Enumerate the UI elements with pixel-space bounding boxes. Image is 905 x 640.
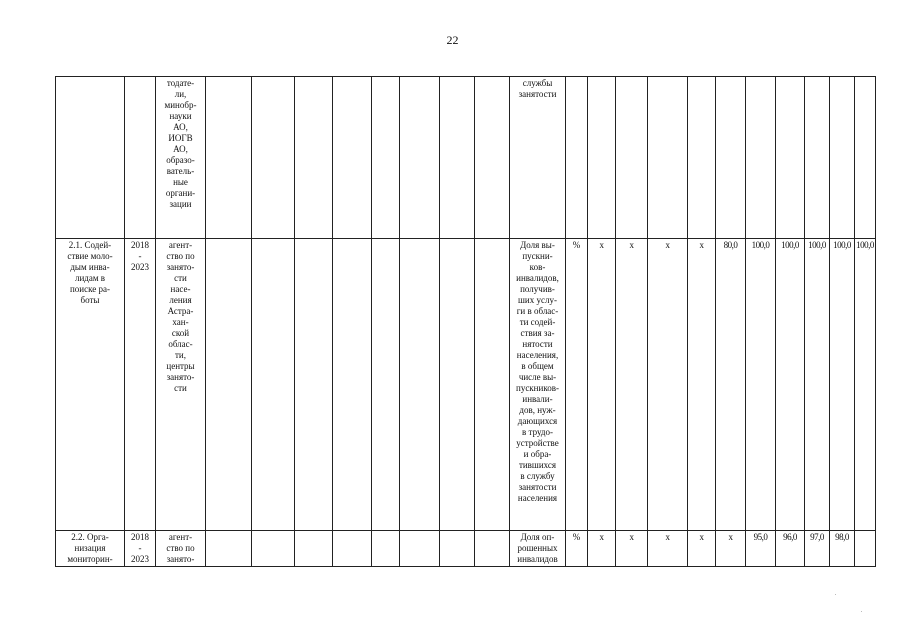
value-cell: 97,0: [805, 531, 830, 567]
value-cell: 100,0: [830, 239, 855, 531]
value-cell: [588, 77, 616, 239]
period-cell: 2018 - 2023: [125, 531, 156, 567]
value-cell: 100,0: [805, 239, 830, 531]
empty-cell: [252, 77, 295, 239]
empty-cell: [372, 239, 400, 531]
empty-cell: [333, 239, 372, 531]
empty-cell: [475, 531, 510, 567]
value-cell: [776, 77, 805, 239]
value-cell: x: [616, 239, 648, 531]
empty-cell: [400, 77, 440, 239]
measure-name-cell: 2.2. Орга- низация мониторин-: [56, 531, 125, 567]
empty-cell: [206, 531, 252, 567]
empty-cell: [372, 77, 400, 239]
empty-cell: [206, 77, 252, 239]
unit-cell: %: [566, 531, 588, 567]
value-cell: [716, 77, 746, 239]
empty-cell: [440, 531, 475, 567]
value-cell: [616, 77, 648, 239]
value-cell: x: [688, 531, 716, 567]
empty-cell: [372, 531, 400, 567]
empty-cell: [400, 531, 440, 567]
empty-cell: [295, 531, 333, 567]
indicator-cell: службы занятости: [510, 77, 566, 239]
executor-cell: тодате- ли, минобр- науки АО, ИОГВ АО, образо- ватель- ные органи- зации: [156, 77, 206, 239]
value-cell: [855, 77, 876, 239]
value-cell: [688, 77, 716, 239]
table-row: [56, 77, 876, 239]
value-cell: [855, 531, 876, 567]
page-number: 22: [446, 33, 459, 47]
value-cell: 100,0: [746, 239, 776, 531]
period-cell: 2018 - 2023: [125, 239, 156, 531]
value-cell: [830, 77, 855, 239]
scan-speck: [835, 594, 836, 595]
value-cell: x: [648, 239, 688, 531]
value-cell: 100,0: [855, 239, 876, 531]
measure-name-cell: 2.1. Содей- ствие моло- дым инва- лидам в поиске ра- боты: [56, 239, 125, 531]
indicator-cell: Доля вы- пускни- ков- инвалидов, получив- ших услу- ги в облас- ти содей- ствия за- нятости населения, в общем числе вы- пускников- инвали- дов, нуж- дающихся в трудо- устройстве и обра- тившихся в службу занятости населения: [510, 239, 566, 531]
table-row: [56, 239, 876, 531]
scan-speck: [861, 611, 862, 612]
period-cell: [125, 77, 156, 239]
empty-cell: [295, 77, 333, 239]
value-cell: x: [688, 239, 716, 531]
empty-cell: [333, 531, 372, 567]
value-cell: x: [588, 239, 616, 531]
executor-cell: агент- ство по занято- сти насе- ления Астра- хан- ской облас- ти, центры занято- сти: [156, 239, 206, 531]
empty-cell: [252, 239, 295, 531]
empty-cell: [400, 239, 440, 531]
unit-cell: %: [566, 239, 588, 531]
empty-cell: [440, 77, 475, 239]
value-cell: [805, 77, 830, 239]
measure-name-cell: [56, 77, 125, 239]
value-cell: x: [588, 531, 616, 567]
indicator-cell: Доля оп- рошенных инвалидов: [510, 531, 566, 567]
unit-cell: [566, 77, 588, 239]
empty-cell: [295, 239, 333, 531]
value-cell: 96,0: [776, 531, 805, 567]
value-cell: x: [716, 531, 746, 567]
empty-cell: [440, 239, 475, 531]
empty-cell: [206, 239, 252, 531]
program-table: [55, 76, 876, 567]
value-cell: x: [616, 531, 648, 567]
value-cell: 98,0: [830, 531, 855, 567]
value-cell: 95,0: [746, 531, 776, 567]
value-cell: x: [648, 531, 688, 567]
value-cell: 100,0: [776, 239, 805, 531]
empty-cell: [475, 77, 510, 239]
empty-cell: [333, 77, 372, 239]
empty-cell: [475, 239, 510, 531]
executor-cell: агент- ство по занято-: [156, 531, 206, 567]
value-cell: 80,0: [716, 239, 746, 531]
value-cell: [746, 77, 776, 239]
empty-cell: [252, 531, 295, 567]
table-row: [56, 531, 876, 567]
value-cell: [648, 77, 688, 239]
